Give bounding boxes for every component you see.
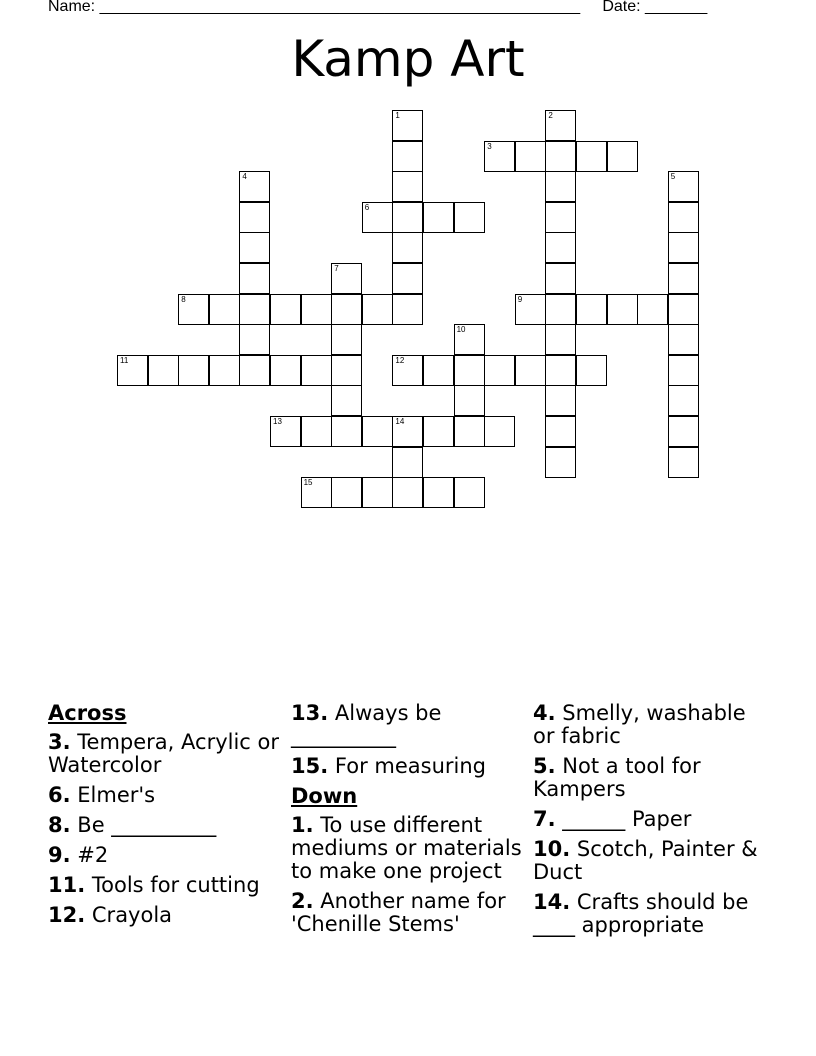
clue-text: Smelly, washable or fabric [533,701,746,748]
grid-cell[interactable] [454,202,485,233]
cell-number: 3 [487,141,492,151]
clue-text: For measuring [334,754,486,778]
clue-number: 6. [48,783,71,807]
grid-cell[interactable] [239,263,270,294]
name-date-line: Name: ______________________________________________________ Date: _______ [48,0,708,15]
grid-cell[interactable] [668,202,699,233]
clue [291,814,531,883]
grid-cell[interactable] [239,324,270,355]
grid-cell[interactable] [270,294,301,325]
grid-cell[interactable] [545,263,576,294]
clue-text: Elmer's [77,783,156,807]
grid-cell[interactable] [423,355,454,386]
clue [291,755,531,778]
grid-cell[interactable] [331,355,362,386]
grid-cell[interactable] [607,294,638,325]
grid-cell[interactable] [454,416,485,447]
grid-cell[interactable] [239,232,270,263]
grid-cell[interactable] [515,355,546,386]
grid-cell[interactable] [423,416,454,447]
grid-cell[interactable] [545,447,576,478]
grid-cell[interactable] [484,355,515,386]
grid-cell[interactable] [576,294,607,325]
clue-text: Another name for 'Chenille Stems' [291,889,506,936]
grid-cell[interactable] [545,141,576,172]
grid-cell[interactable] [178,294,209,325]
grid-cell[interactable] [668,294,699,325]
clue-text: Not a tool for Kampers [533,754,701,801]
grid-cell[interactable] [392,355,423,386]
grid-cell[interactable] [392,171,423,202]
grid-cell[interactable] [301,416,332,447]
grid-cell[interactable] [668,447,699,478]
grid-cell[interactable] [331,416,362,447]
cell-number: 6 [364,202,370,212]
clue-number: 13. [291,701,329,725]
grid-cell[interactable] [392,447,423,478]
grid-cell[interactable] [270,416,301,447]
clues-column-3 [533,702,773,944]
clue [48,844,283,867]
grid-cell[interactable] [668,324,699,355]
grid-cell[interactable] [270,355,301,386]
cell-number: 14 [395,417,405,426]
puzzle-title: Kamp Art [291,30,525,88]
clue-number: 7. [533,807,556,831]
clues-column-2 [291,702,531,943]
grid-cell[interactable] [668,232,699,263]
clue-text: ______ Paper [562,807,692,831]
grid-cell[interactable] [392,202,423,233]
clue-number: 5. [533,754,556,778]
grid-cell[interactable] [392,477,423,508]
grid-cell[interactable] [545,202,576,233]
cell-number: 12 [395,355,405,365]
clue-text: Tempera, Acrylic or Watercolor [48,730,279,777]
clue-text: Crayola [91,903,173,927]
clue-number: 9. [48,843,71,867]
clue-number: 1. [291,813,314,837]
clue [48,784,283,807]
grid-cell[interactable] [239,355,270,386]
grid-cell[interactable] [331,324,362,355]
grid-cell[interactable] [209,355,240,386]
grid-cell[interactable] [668,263,699,294]
clue-number: 2. [291,889,314,913]
grid-cell[interactable] [484,416,515,447]
clue-number: 4. [533,701,556,725]
grid-cell[interactable] [545,355,576,386]
clue-number: 3. [48,730,71,754]
grid-cell[interactable] [454,324,485,355]
grid-cell[interactable] [454,355,485,386]
cell-number: 9 [517,294,523,304]
grid-cell[interactable] [117,355,148,386]
grid-cell[interactable] [392,232,423,263]
grid-cell[interactable] [668,171,699,202]
clue [48,874,283,897]
clue-number: 14. [533,890,571,914]
grid-cell[interactable] [362,294,393,325]
grid-cell[interactable] [178,355,209,386]
grid-cell[interactable] [423,202,454,233]
clue-number: 12. [48,903,86,927]
clue [291,702,531,748]
grid-cell[interactable] [423,477,454,508]
clue-text: Crafts should be ____ appropriate [533,890,749,937]
clue-number: 11. [48,873,86,897]
cell-number: 2 [548,111,553,120]
cell-number: 11 [120,355,129,365]
grid-cell[interactable] [239,171,270,202]
clue [533,702,773,748]
grid-cell[interactable] [331,385,362,416]
grid-cell[interactable] [515,141,546,172]
grid-cell[interactable] [545,416,576,447]
grid-cell[interactable] [392,263,423,294]
clue-number: 10. [533,837,571,861]
cell-number: 13 [273,417,282,426]
grid-cell[interactable] [545,324,576,355]
grid-cell[interactable] [331,263,362,294]
clue [291,890,531,936]
cell-number: 1 [395,111,400,120]
clue-text: Tools for cutting [91,873,260,897]
clue-text: To use different mediums or materials to make one project [291,813,522,883]
grid-cell[interactable] [209,294,240,325]
grid-cell[interactable] [362,202,393,233]
grid-cell[interactable] [392,416,423,447]
grid-cell[interactable] [362,477,393,508]
grid-cell[interactable] [545,294,576,325]
clue [533,891,773,937]
clue-number: 15. [291,754,329,778]
grid-cell[interactable] [545,385,576,416]
clue [533,838,773,884]
grid-cell[interactable] [392,110,423,141]
grid-cell[interactable] [331,294,362,325]
clue [48,814,283,837]
clue [533,808,773,831]
grid-cell[interactable] [148,355,179,386]
grid-cell[interactable] [239,294,270,325]
clues-column-1 [48,702,283,934]
grid-cell[interactable] [392,141,423,172]
grid-cell[interactable] [545,110,576,141]
cell-number: 10 [456,325,466,335]
grid-cell[interactable] [239,202,270,233]
clue-text: Be __________ [77,813,217,837]
clue [48,904,283,927]
clue-text: Always be __________ [291,701,442,748]
cell-number: 5 [670,172,676,182]
cell-number: 8 [181,294,186,304]
clue-text: #2 [77,843,109,867]
grid-cell[interactable] [301,355,332,386]
grid-cell[interactable] [454,385,485,416]
clue-text: Scotch, Painter & Duct [533,837,758,884]
across-heading: Across [48,701,127,725]
grid-cell[interactable] [331,477,362,508]
grid-cell[interactable] [668,355,699,386]
grid-cell[interactable] [607,141,638,172]
grid-cell[interactable] [668,416,699,447]
grid-cell[interactable] [454,477,485,508]
cell-number: 15 [303,478,313,488]
grid-cell[interactable] [668,385,699,416]
grid-cell[interactable] [545,232,576,263]
clue [48,731,283,777]
crossword-grid [0,0,816,520]
grid-cell[interactable] [392,294,423,325]
down-heading: Down [291,784,358,808]
grid-cell[interactable] [545,171,576,202]
cell-number: 7 [334,264,339,273]
clue-number: 8. [48,813,71,837]
grid-cell[interactable] [515,294,546,325]
grid-cell[interactable] [576,141,607,172]
grid-cell[interactable] [362,416,393,447]
grid-cell[interactable] [301,294,332,325]
cell-number: 4 [242,172,247,182]
grid-cell[interactable] [637,294,668,325]
grid-cell[interactable] [484,141,515,172]
grid-cell[interactable] [576,355,607,386]
clue [533,755,773,801]
grid-cell[interactable] [301,477,332,508]
